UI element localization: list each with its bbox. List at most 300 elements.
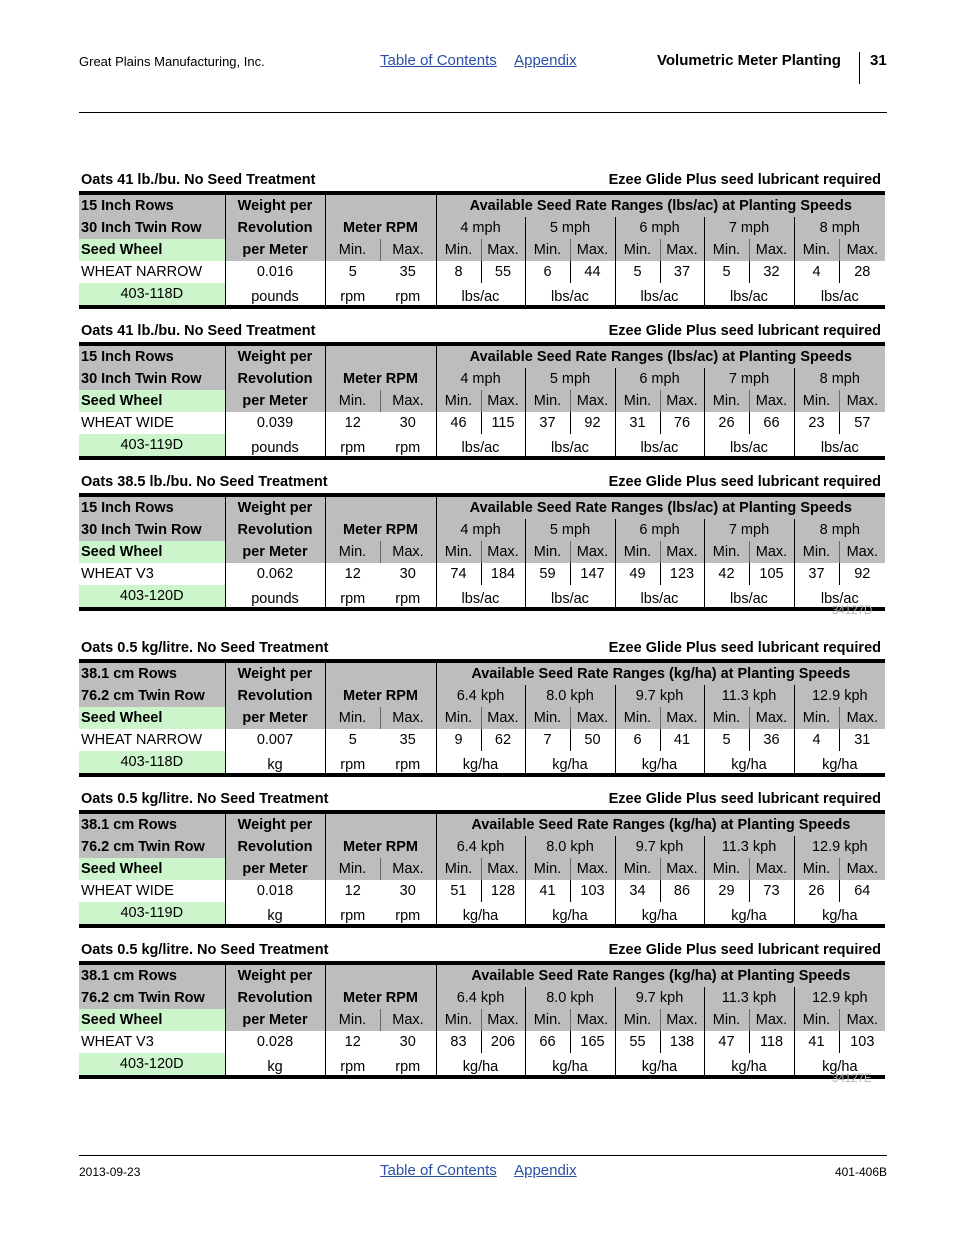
seed-wheel-part-number: 403-120D	[79, 1053, 225, 1077]
min-header: Min.	[325, 707, 380, 729]
speed-header: 12.9 kph	[794, 987, 885, 1009]
weight-unit: pounds	[225, 585, 325, 609]
rpm-max-value: 35	[380, 729, 436, 751]
seed-wheel-name: WHEAT NARROW	[79, 729, 225, 751]
table-title: Oats 41 lb./bu. No Seed Treatment	[81, 323, 316, 339]
seed-wheel-name: WHEAT V3	[79, 563, 225, 585]
min-header: Min.	[525, 239, 570, 261]
header-divider	[79, 112, 887, 113]
max-header: Max.	[481, 239, 525, 261]
rate-min-value: 29	[704, 880, 749, 902]
rate-max-value: 28	[839, 261, 885, 283]
rate-unit: lbs/ac	[704, 434, 794, 458]
rate-max-value: 37	[660, 261, 704, 283]
rpm-min-value: 12	[325, 1031, 380, 1053]
rate-unit: kg/ha	[436, 1053, 525, 1077]
rate-min-value: 49	[615, 563, 660, 585]
min-header: Min.	[325, 390, 380, 412]
seed-rate-table	[79, 961, 885, 1079]
table-title: Oats 0.5 kg/litre. No Seed Treatment	[81, 640, 329, 656]
rate-min-value: 31	[615, 412, 660, 434]
min-header: Min.	[615, 1009, 660, 1031]
rate-min-value: 83	[436, 1031, 481, 1053]
max-header: Max.	[380, 239, 436, 261]
weight-header-line1: Weight per	[225, 193, 325, 217]
rate-max-value: 103	[570, 880, 615, 902]
rpm-unit: rpm	[325, 283, 380, 307]
max-header: Max.	[570, 239, 615, 261]
meter-rpm-header: Meter RPM	[325, 685, 436, 707]
rpm-min-value: 12	[325, 412, 380, 434]
rate-max-value: 92	[570, 412, 615, 434]
footer-links	[380, 1162, 591, 1179]
rate-max-value: 50	[570, 729, 615, 751]
weight-header-line1: Weight per	[225, 344, 325, 368]
rate-max-value: 128	[481, 880, 525, 902]
speed-header: 11.3 kph	[704, 836, 794, 858]
rate-min-value: 8	[436, 261, 481, 283]
twin-row-label: 76.2 cm Twin Row	[79, 836, 225, 858]
weight-header-line1: Weight per	[225, 812, 325, 836]
weight-value: 0.016	[225, 261, 325, 283]
seed-wheel-label: Seed Wheel	[79, 239, 225, 261]
seed-wheel-name: WHEAT WIDE	[79, 880, 225, 902]
seed-wheel-part-number: 403-120D	[79, 585, 225, 609]
seed-rate-table	[79, 810, 885, 928]
rpm-max-value: 30	[380, 1031, 436, 1053]
weight-header-line3: per Meter	[225, 390, 325, 412]
table-title: Oats 41 lb./bu. No Seed Treatment	[81, 172, 316, 188]
rpm-unit: rpm	[325, 902, 380, 926]
rate-unit: kg/ha	[525, 751, 615, 775]
rate-unit: lbs/ac	[525, 283, 615, 307]
min-header: Min.	[794, 1009, 839, 1031]
min-header: Min.	[436, 858, 481, 880]
rate-unit: kg/ha	[794, 1053, 885, 1077]
rate-unit: lbs/ac	[525, 434, 615, 458]
meter-rpm-header-blank	[325, 495, 436, 519]
speed-header: 6.4 kph	[436, 836, 525, 858]
rpm-unit: rpm	[325, 434, 380, 458]
company-name: Great Plains Manufacturing, Inc.	[79, 54, 265, 69]
rate-unit: kg/ha	[704, 1053, 794, 1077]
min-header: Min.	[704, 1009, 749, 1031]
weight-unit: pounds	[225, 283, 325, 307]
weight-value: 0.028	[225, 1031, 325, 1053]
min-header: Min.	[615, 390, 660, 412]
rate-max-value: 147	[570, 563, 615, 585]
rpm-unit: rpm	[325, 1053, 380, 1077]
speed-header: 9.7 kph	[615, 685, 704, 707]
speed-header: 8.0 kph	[525, 987, 615, 1009]
min-header: Min.	[436, 707, 481, 729]
max-header: Max.	[481, 390, 525, 412]
rate-unit: lbs/ac	[794, 585, 885, 609]
rate-max-value: 73	[749, 880, 794, 902]
toc-link[interactable]: Table of Contents	[380, 1162, 497, 1179]
max-header: Max.	[839, 239, 885, 261]
lubricant-note: Ezee Glide Plus seed lubricant required	[608, 474, 881, 490]
rate-max-value: 138	[660, 1031, 704, 1053]
weight-header-line1: Weight per	[225, 963, 325, 987]
weight-header-line1: Weight per	[225, 661, 325, 685]
twin-row-label: 30 Inch Twin Row	[79, 519, 225, 541]
max-header: Max.	[380, 707, 436, 729]
row-spacing-label: 15 Inch Rows	[79, 344, 225, 368]
meter-rpm-header-blank	[325, 344, 436, 368]
seed-wheel-label: Seed Wheel	[79, 541, 225, 563]
min-header: Min.	[704, 707, 749, 729]
rpm-min-value: 5	[325, 729, 380, 751]
max-header: Max.	[660, 858, 704, 880]
twin-row-label: 76.2 cm Twin Row	[79, 987, 225, 1009]
speed-header: 11.3 kph	[704, 685, 794, 707]
speed-header: 7 mph	[704, 519, 794, 541]
lubricant-note: Ezee Glide Plus seed lubricant required	[608, 791, 881, 807]
row-spacing-label: 38.1 cm Rows	[79, 963, 225, 987]
speed-header: 6 mph	[615, 519, 704, 541]
header-links	[380, 52, 591, 69]
rpm-max-value: 35	[380, 261, 436, 283]
ranges-header: Available Seed Rate Ranges (lbs/ac) at Planting Speeds	[436, 344, 885, 368]
min-header: Min.	[436, 390, 481, 412]
seed-rate-table	[79, 493, 885, 611]
rpm-unit: rpm	[380, 751, 436, 775]
weight-header-line3: per Meter	[225, 541, 325, 563]
rate-unit: lbs/ac	[704, 283, 794, 307]
min-header: Min.	[704, 858, 749, 880]
min-header: Min.	[704, 541, 749, 563]
speed-header: 5 mph	[525, 368, 615, 390]
weight-value: 0.039	[225, 412, 325, 434]
weight-header-line2: Revolution	[225, 987, 325, 1009]
seed-wheel-label: Seed Wheel	[79, 1009, 225, 1031]
lubricant-note: Ezee Glide Plus seed lubricant required	[608, 172, 881, 188]
meter-rpm-header: Meter RPM	[325, 519, 436, 541]
max-header: Max.	[570, 707, 615, 729]
weight-header-line1: Weight per	[225, 495, 325, 519]
rate-min-value: 37	[525, 412, 570, 434]
rate-unit: lbs/ac	[615, 283, 704, 307]
rate-min-value: 37	[794, 563, 839, 585]
rate-max-value: 184	[481, 563, 525, 585]
meter-rpm-header: Meter RPM	[325, 987, 436, 1009]
rate-max-value: 31	[839, 729, 885, 751]
lubricant-note: Ezee Glide Plus seed lubricant required	[608, 942, 881, 958]
max-header: Max.	[749, 390, 794, 412]
rate-max-value: 32	[749, 261, 794, 283]
max-header: Max.	[380, 541, 436, 563]
speed-header: 12.9 kph	[794, 685, 885, 707]
speed-header: 6.4 kph	[436, 987, 525, 1009]
rate-min-value: 6	[525, 261, 570, 283]
max-header: Max.	[660, 541, 704, 563]
row-spacing-label: 38.1 cm Rows	[79, 812, 225, 836]
rate-unit: kg/ha	[794, 751, 885, 775]
max-header: Max.	[481, 707, 525, 729]
rate-min-value: 6	[615, 729, 660, 751]
meter-rpm-header-blank	[325, 661, 436, 685]
footer-divider	[79, 1155, 887, 1156]
rate-unit: kg/ha	[704, 751, 794, 775]
rate-max-value: 92	[839, 563, 885, 585]
seed-wheel-name: WHEAT V3	[79, 1031, 225, 1053]
max-header: Max.	[380, 1009, 436, 1031]
rpm-max-value: 30	[380, 880, 436, 902]
rate-max-value: 206	[481, 1031, 525, 1053]
weight-unit: kg	[225, 902, 325, 926]
seed-rate-table-block	[79, 171, 885, 309]
max-header: Max.	[749, 707, 794, 729]
weight-header-line3: per Meter	[225, 1009, 325, 1031]
seed-rate-table-block	[79, 941, 885, 1079]
rate-min-value: 55	[615, 1031, 660, 1053]
min-header: Min.	[794, 858, 839, 880]
min-header: Min.	[436, 1009, 481, 1031]
row-spacing-label: 38.1 cm Rows	[79, 661, 225, 685]
rpm-min-value: 12	[325, 563, 380, 585]
row-spacing-label: 15 Inch Rows	[79, 193, 225, 217]
min-header: Min.	[704, 239, 749, 261]
max-header: Max.	[660, 1009, 704, 1031]
rate-unit: kg/ha	[794, 902, 885, 926]
meter-rpm-header-blank	[325, 812, 436, 836]
speed-header: 4 mph	[436, 519, 525, 541]
seed-wheel-label: Seed Wheel	[79, 707, 225, 729]
speed-header: 6.4 kph	[436, 685, 525, 707]
rate-min-value: 5	[704, 261, 749, 283]
ranges-header: Available Seed Rate Ranges (lbs/ac) at Planting Speeds	[436, 495, 885, 519]
speed-header: 9.7 kph	[615, 836, 704, 858]
rpm-unit: rpm	[380, 434, 436, 458]
speed-header: 5 mph	[525, 519, 615, 541]
max-header: Max.	[570, 541, 615, 563]
min-header: Min.	[615, 707, 660, 729]
table-caption	[79, 790, 885, 810]
max-header: Max.	[660, 390, 704, 412]
max-header: Max.	[380, 390, 436, 412]
meter-rpm-header: Meter RPM	[325, 217, 436, 239]
max-header: Max.	[570, 858, 615, 880]
weight-value: 0.062	[225, 563, 325, 585]
row-spacing-label: 15 Inch Rows	[79, 495, 225, 519]
rate-unit: lbs/ac	[436, 434, 525, 458]
weight-unit: kg	[225, 1053, 325, 1077]
seed-wheel-name: WHEAT WIDE	[79, 412, 225, 434]
rpm-unit: rpm	[380, 283, 436, 307]
speed-header: 12.9 kph	[794, 836, 885, 858]
rate-min-value: 4	[794, 261, 839, 283]
table-caption	[79, 473, 885, 493]
min-header: Min.	[794, 541, 839, 563]
speed-header: 11.3 kph	[704, 987, 794, 1009]
max-header: Max.	[570, 390, 615, 412]
rate-max-value: 115	[481, 412, 525, 434]
rate-min-value: 47	[704, 1031, 749, 1053]
speed-header: 6 mph	[615, 368, 704, 390]
rate-min-value: 42	[704, 563, 749, 585]
weight-header-line3: per Meter	[225, 858, 325, 880]
min-header: Min.	[794, 707, 839, 729]
rate-min-value: 26	[794, 880, 839, 902]
rate-min-value: 5	[615, 261, 660, 283]
twin-row-label: 30 Inch Twin Row	[79, 368, 225, 390]
rate-max-value: 66	[749, 412, 794, 434]
toc-link[interactable]: Table of Contents	[380, 52, 497, 69]
rate-unit: kg/ha	[525, 1053, 615, 1077]
rate-max-value: 57	[839, 412, 885, 434]
weight-header-line3: per Meter	[225, 239, 325, 261]
seed-wheel-label: Seed Wheel	[79, 390, 225, 412]
speed-header: 8 mph	[794, 519, 885, 541]
table-caption	[79, 322, 885, 342]
rate-max-value: 103	[839, 1031, 885, 1053]
max-header: Max.	[839, 1009, 885, 1031]
max-header: Max.	[481, 858, 525, 880]
speed-header: 8.0 kph	[525, 685, 615, 707]
seed-rate-table	[79, 659, 885, 777]
page-header	[79, 50, 887, 110]
table-title: Oats 38.5 lb./bu. No Seed Treatment	[81, 474, 328, 490]
rate-max-value: 44	[570, 261, 615, 283]
max-header: Max.	[749, 541, 794, 563]
appendix-link[interactable]: Appendix	[514, 52, 577, 69]
rate-min-value: 46	[436, 412, 481, 434]
seed-wheel-part-number: 403-119D	[79, 902, 225, 926]
min-header: Min.	[615, 541, 660, 563]
table-caption	[79, 941, 885, 961]
seed-rate-table-block	[79, 790, 885, 928]
meter-rpm-header: Meter RPM	[325, 368, 436, 390]
rpm-unit: rpm	[325, 751, 380, 775]
max-header: Max.	[749, 858, 794, 880]
rpm-min-value: 5	[325, 261, 380, 283]
speed-header: 4 mph	[436, 368, 525, 390]
twin-row-label: 30 Inch Twin Row	[79, 217, 225, 239]
rpm-unit: rpm	[380, 585, 436, 609]
seed-rate-table	[79, 191, 885, 309]
lubricant-note: Ezee Glide Plus seed lubricant required	[608, 323, 881, 339]
figure-id: 34127D	[832, 605, 873, 617]
max-header: Max.	[839, 858, 885, 880]
rate-max-value: 123	[660, 563, 704, 585]
weight-header-line3: per Meter	[225, 707, 325, 729]
weight-unit: kg	[225, 751, 325, 775]
rate-unit: lbs/ac	[525, 585, 615, 609]
rate-min-value: 9	[436, 729, 481, 751]
seed-rate-table-block	[79, 322, 885, 460]
figure-id: 34127E	[832, 1073, 872, 1085]
weight-value: 0.007	[225, 729, 325, 751]
max-header: Max.	[839, 390, 885, 412]
weight-header-line2: Revolution	[225, 685, 325, 707]
rate-unit: lbs/ac	[436, 585, 525, 609]
rate-unit: kg/ha	[704, 902, 794, 926]
rate-unit: lbs/ac	[794, 434, 885, 458]
section-title: Volumetric Meter Planting	[657, 52, 841, 69]
table-title: Oats 0.5 kg/litre. No Seed Treatment	[81, 791, 329, 807]
seed-rate-table-block	[79, 473, 885, 611]
seed-wheel-part-number: 403-118D	[79, 283, 225, 307]
min-header: Min.	[615, 239, 660, 261]
rate-unit: lbs/ac	[615, 585, 704, 609]
weight-header-line2: Revolution	[225, 519, 325, 541]
seed-wheel-label: Seed Wheel	[79, 858, 225, 880]
weight-unit: pounds	[225, 434, 325, 458]
rate-min-value: 4	[794, 729, 839, 751]
speed-header: 4 mph	[436, 217, 525, 239]
rate-min-value: 23	[794, 412, 839, 434]
rpm-max-value: 30	[380, 412, 436, 434]
rate-unit: kg/ha	[615, 1053, 704, 1077]
appendix-link[interactable]: Appendix	[514, 1162, 577, 1179]
min-header: Min.	[525, 541, 570, 563]
rate-min-value: 74	[436, 563, 481, 585]
rpm-unit: rpm	[380, 1053, 436, 1077]
rate-min-value: 34	[615, 880, 660, 902]
rate-min-value: 5	[704, 729, 749, 751]
meter-rpm-header-blank	[325, 963, 436, 987]
rate-unit: lbs/ac	[615, 434, 704, 458]
page-number: 31	[859, 52, 887, 84]
rate-min-value: 66	[525, 1031, 570, 1053]
rate-unit: kg/ha	[615, 751, 704, 775]
rate-min-value: 59	[525, 563, 570, 585]
seed-wheel-part-number: 403-118D	[79, 751, 225, 775]
speed-header: 8 mph	[794, 217, 885, 239]
rate-max-value: 41	[660, 729, 704, 751]
rate-unit: lbs/ac	[436, 283, 525, 307]
min-header: Min.	[525, 707, 570, 729]
rate-max-value: 36	[749, 729, 794, 751]
min-header: Min.	[325, 858, 380, 880]
max-header: Max.	[660, 707, 704, 729]
max-header: Max.	[749, 1009, 794, 1031]
min-header: Min.	[704, 390, 749, 412]
min-header: Min.	[325, 541, 380, 563]
min-header: Min.	[525, 390, 570, 412]
meter-rpm-header: Meter RPM	[325, 836, 436, 858]
table-title: Oats 0.5 kg/litre. No Seed Treatment	[81, 942, 329, 958]
table-caption	[79, 171, 885, 191]
min-header: Min.	[615, 858, 660, 880]
rate-max-value: 86	[660, 880, 704, 902]
ranges-header: Available Seed Rate Ranges (kg/ha) at Planting Speeds	[436, 661, 885, 685]
twin-row-label: 76.2 cm Twin Row	[79, 685, 225, 707]
min-header: Min.	[794, 239, 839, 261]
max-header: Max.	[380, 858, 436, 880]
speed-header: 7 mph	[704, 217, 794, 239]
speed-header: 7 mph	[704, 368, 794, 390]
rate-unit: kg/ha	[615, 902, 704, 926]
table-caption	[79, 639, 885, 659]
rpm-unit: rpm	[325, 585, 380, 609]
footer-doc-number: 401-406B	[834, 1165, 887, 1179]
max-header: Max.	[570, 1009, 615, 1031]
weight-header-line2: Revolution	[225, 836, 325, 858]
rpm-min-value: 12	[325, 880, 380, 902]
seed-rate-table-block	[79, 639, 885, 777]
min-header: Min.	[794, 390, 839, 412]
ranges-header: Available Seed Rate Ranges (kg/ha) at Planting Speeds	[436, 963, 885, 987]
min-header: Min.	[525, 1009, 570, 1031]
weight-header-line2: Revolution	[225, 217, 325, 239]
rate-max-value: 55	[481, 261, 525, 283]
min-header: Min.	[525, 858, 570, 880]
rate-unit: kg/ha	[436, 751, 525, 775]
min-header: Min.	[436, 239, 481, 261]
rate-unit: kg/ha	[436, 902, 525, 926]
